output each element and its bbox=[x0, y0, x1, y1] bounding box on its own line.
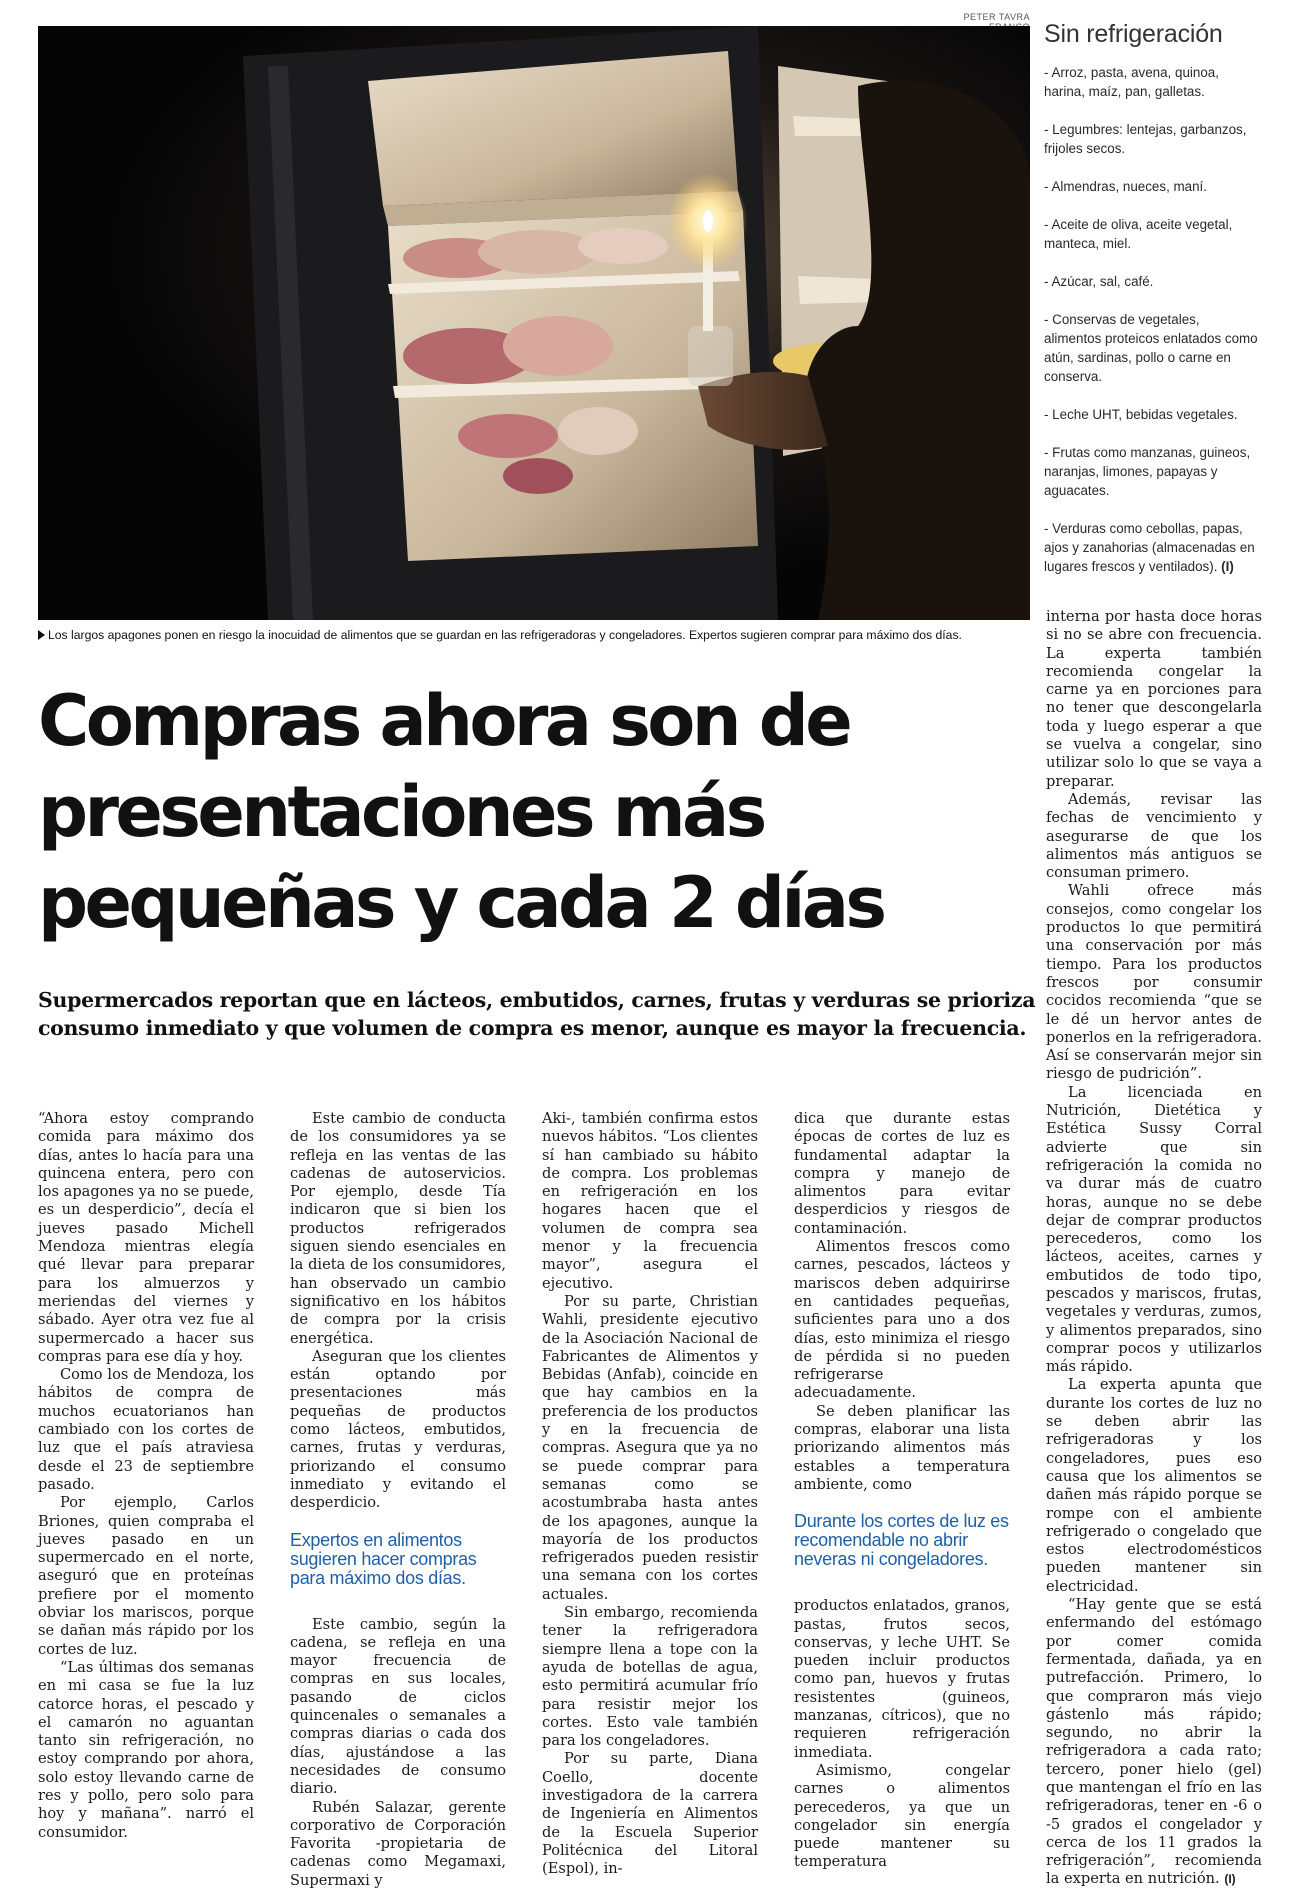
sidebar-item: - Aceite de oliva, aceite vegetal, manteca, miel. bbox=[1044, 217, 1233, 251]
paragraph: Por su parte, Diana Coello, docente investigadora de la carrera de Ingeniería en Alimentos de la Escuela Superior Politécnica del Litoral (Espol), in- bbox=[542, 1750, 758, 1878]
paragraph: La experta apunta que durante los cortes de luz no se deben abrir las refrigeradoras y los congeladores, pues eso causa que los alimentos se dañen más rápido porque se rompe con el ambiente refrigerado o congelado que estos electrodomésticos pueden mantener sin electricidad. bbox=[1046, 1376, 1262, 1595]
article-column-5 bbox=[1046, 608, 1262, 1889]
paragraph bbox=[1046, 1596, 1262, 1889]
pull-quote: Expertos en alimentos sugieren hacer compras para máximo dos días. bbox=[290, 1529, 477, 1588]
photo-caption bbox=[38, 628, 1030, 642]
headline bbox=[38, 676, 1038, 949]
paragraph: interna por hasta doce horas si no se abre con frecuencia. La experta también recomienda congelar la carne ya en porciones para no tener que descongelarla toda y luego esperar a que se vuelva a congelar, sino utilizar solo lo que se vaya a preparar. bbox=[1046, 608, 1262, 790]
paragraph-text: “Hay gente que se está enfermando del estómago por comer comida fermentada, dañada, ya en putrefacción. Primero, lo que compraron más viejo gástenlo más rápido; segundo, no abrir la refrigeradora a cada rato; tercero, poner hielo (gel) que mantengan el frío en las refrigeradoras, tener en -6 o -5 grados el congelador y cerca de los 11 grados la refrigeración”, recomienda la experta en nutrición. bbox=[1046, 1596, 1262, 1888]
paragraph: La licenciada en Nutrición, Dietética y Estética Sussy Corral advierte que sin refrigeración la comida no va durar más de cuatro horas, aunque no se debe dejar de comprar productos perecederos, como los lácteos, aceites, carnes y embutidos de todo tipo, pescados y mariscos, frutas, vegetales y verduras, zumos, y alimentos preparados, sino comprar pocos y utilizarlos más rápido. bbox=[1046, 1083, 1262, 1376]
news-photo bbox=[38, 26, 1030, 620]
paragraph: Por su parte, Christian Wahli, presidente ejecutivo de la Asociación Nacional de Fabricantes de Alimentos y Bebidas (Anfab), coincide en que hay cambios en la preferencia de los productos y en la frecuencia de compras. Asegura que ya no se puede comprar para semanas como se acostumbraba hasta antes de los apagones, aunque la mayoría de los productos refrigerados pueden resistir una semana con los cortes actuales. bbox=[542, 1292, 758, 1603]
sidebar-item: - Almendras, nueces, maní. bbox=[1044, 179, 1207, 194]
article-end-mark: (I) bbox=[1224, 1872, 1236, 1887]
headline-line: presentaciones más bbox=[38, 771, 764, 853]
deck-subheadline: Supermercados reportan que en lácteos, embutidos, carnes, frutas y verduras se prioriza consumo inmediato y que volumen de compra es menor, aunque es mayor la frecuencia. bbox=[38, 988, 1036, 1040]
paragraph: Este cambio, según la cadena, se refleja en una mayor frecuencia de compras en sus locales, pasando de ciclos quincenales o semanales a compras diarias o cada dos días, ajustándose a las necesidades de consumo diario. bbox=[290, 1615, 506, 1798]
paragraph: “Ahora estoy comprando comida para máximo dos días, antes lo hacía para una quincena entera, pero con los apagones ya no se puede, es un desperdicio”, decía el jueves pasado Michell Mendoza mientras elegía qué llevar para preparar para los almuerzos y meriendas del viernes y sábado. Ayer otra vez fue al supermercado a hacer sus compras para ese día y hoy. bbox=[38, 1110, 254, 1365]
article-column-1 bbox=[38, 1110, 254, 1842]
paragraph: dica que durante estas épocas de cortes de luz es fundamental adaptar la compra y manejo de alimentos para evitar desperdicios y riesgos de contaminación. bbox=[794, 1110, 1010, 1237]
sidebar-item: - Conservas de vegetales, alimentos proteicos enlatados como atún, sardinas, pollo o carne en conserva. bbox=[1044, 312, 1258, 384]
paragraph: Como los de Mendoza, los hábitos de compra de muchos ecuatorianos han cambiado con los cortes de luz que el país atraviesa desde el 23 de septiembre pasado. bbox=[38, 1366, 254, 1493]
sidebar-list bbox=[1044, 63, 1259, 576]
paragraph: Se deben planificar las compras, elaborar una lista priorizando alimentos más estables a temperatura ambiente, como bbox=[794, 1402, 1010, 1493]
pull-quote: Durante los cortes de luz es recomendable no abrir neveras ni congeladores. bbox=[794, 1511, 1009, 1570]
sidebar-item-text: - Verduras como cebollas, papas, ajos y zanahorias (almacenadas en lugares frescos y ventilados). bbox=[1044, 521, 1255, 574]
sidebar-item: - Frutas como manzanas, guineos, naranjas, limones, papayas y aguacates. bbox=[1044, 445, 1251, 498]
caption-triangle-icon bbox=[38, 630, 45, 640]
paragraph: “Las últimas dos semanas en mi casa se fue la luz catorce horas, el pescado y el camarón no aguantan tanto sin refrigeración, no estoy comprando por ahora, solo estoy llevando carne de res y pollo, pero solo para hoy y mañana”. narró el consumidor. bbox=[38, 1658, 254, 1841]
caption-text: Los largos apagones ponen en riesgo la inocuidad de alimentos que se guardan en las refrigeradoras y congeladores. Expertos sugieren comprar para máximo dos días. bbox=[48, 628, 962, 642]
paragraph: Asimismo, congelar carnes o alimentos perecederos, ya que un congelador sin energía puede mantener su temperatura bbox=[794, 1761, 1010, 1871]
sidebar-item: - Leche UHT, bebidas vegetales. bbox=[1044, 407, 1238, 422]
paragraph: Aseguran que los clientes están optando por presentaciones más pequeñas de productos como lácteos, embutidos, carnes, frutas y verduras, priorizando el consumo inmediato y evitando el desperdicio. bbox=[290, 1347, 506, 1512]
paragraph: Este cambio de conducta de los consumidores ya se refleja en las ventas de las cadenas de autoservicios. Por ejemplo, desde Tía indicaron que si bien los productos refrigerados siguen siendo esenciales en la dieta de los consumidores, han observado un cambio significativo en los hábitos de compra por la crisis energética. bbox=[290, 1110, 506, 1347]
sidebar-item: - Azúcar, sal, café. bbox=[1044, 274, 1154, 289]
article-column-4 bbox=[794, 1110, 1010, 1872]
paragraph: Aki-, también confirma estos nuevos hábitos. “Los clientes sí han cambiado su hábito de compra. Los problemas en refrigeración en los hogares hacen que el volumen de compra sea menor y la frecuencia mayor”, asegura el ejecutivo. bbox=[542, 1110, 758, 1292]
paragraph: Además, revisar las fechas de vencimiento y asegurarse de que los alimentos más antiguos se consuman primero. bbox=[1046, 790, 1262, 882]
fridge-candle-illustration bbox=[38, 26, 1030, 620]
sidebar-end-mark: (I) bbox=[1221, 559, 1234, 574]
photo-credit: PETER TAVRA bbox=[963, 12, 1030, 22]
sidebar-item: - Legumbres: lentejas, garbanzos, frijoles secos. bbox=[1044, 122, 1247, 156]
paragraph: productos enlatados, granos, pastas, frutos secos, conservas, y leche UHT. Se pueden incluir productos como pan, huevos y frutas resistentes (guineos, manzanas, cítricos), que no requieren refrigeración inmediata. bbox=[794, 1597, 1010, 1761]
headline-line: pequeñas y cada 2 días bbox=[38, 862, 884, 944]
paragraph: Sin embargo, recomienda tener la refrigeradora siempre llena a tope con la ayuda de botellas de agua, esto permitirá acumular frío para resistir mejor los cortes. Esto vale también para los congeladores. bbox=[542, 1604, 758, 1750]
sidebar-no-refrigeration bbox=[1044, 20, 1259, 595]
paragraph: Rubén Salazar, gerente corporativo de Corporación Favorita -propietaria de cadenas como Megamaxi, Supermaxi y bbox=[290, 1798, 506, 1889]
article-column-2 bbox=[290, 1110, 506, 1890]
sidebar-item: - Arroz, pasta, avena, quinoa, harina, maíz, pan, galletas. bbox=[1044, 65, 1219, 99]
headline-line: Compras ahora son de bbox=[38, 680, 850, 762]
article-column-3 bbox=[542, 1110, 758, 1878]
sidebar-title: Sin refrigeración bbox=[1044, 20, 1223, 48]
sidebar-item bbox=[1044, 519, 1259, 576]
paragraph: Por ejemplo, Carlos Briones, quien compraba el jueves pasado en un supermercado en el norte, aseguró que en proteínas prefiere por el momento obviar los mariscos, porque se dañan más rápido por los cortes de luz. bbox=[38, 1494, 254, 1658]
paragraph: Wahli ofrece más consejos, como congelar los productos lo que permitirá una conservación por más tiempo. Para los productos frescos por consumir cocidos recomienda “que se le dé un hervor antes de ponerlos en la refrigeradora. Así se conservarán mejor sin riesgo de pudrición”. bbox=[1046, 882, 1262, 1083]
paragraph: Alimentos frescos como carnes, pescados, lácteos y mariscos deben adquirirse en cantidades pequeñas, suficientes para uno a dos días, esto minimiza el riesgo de pérdida si no pueden refrigerarse adecuadamente. bbox=[794, 1238, 1010, 1402]
